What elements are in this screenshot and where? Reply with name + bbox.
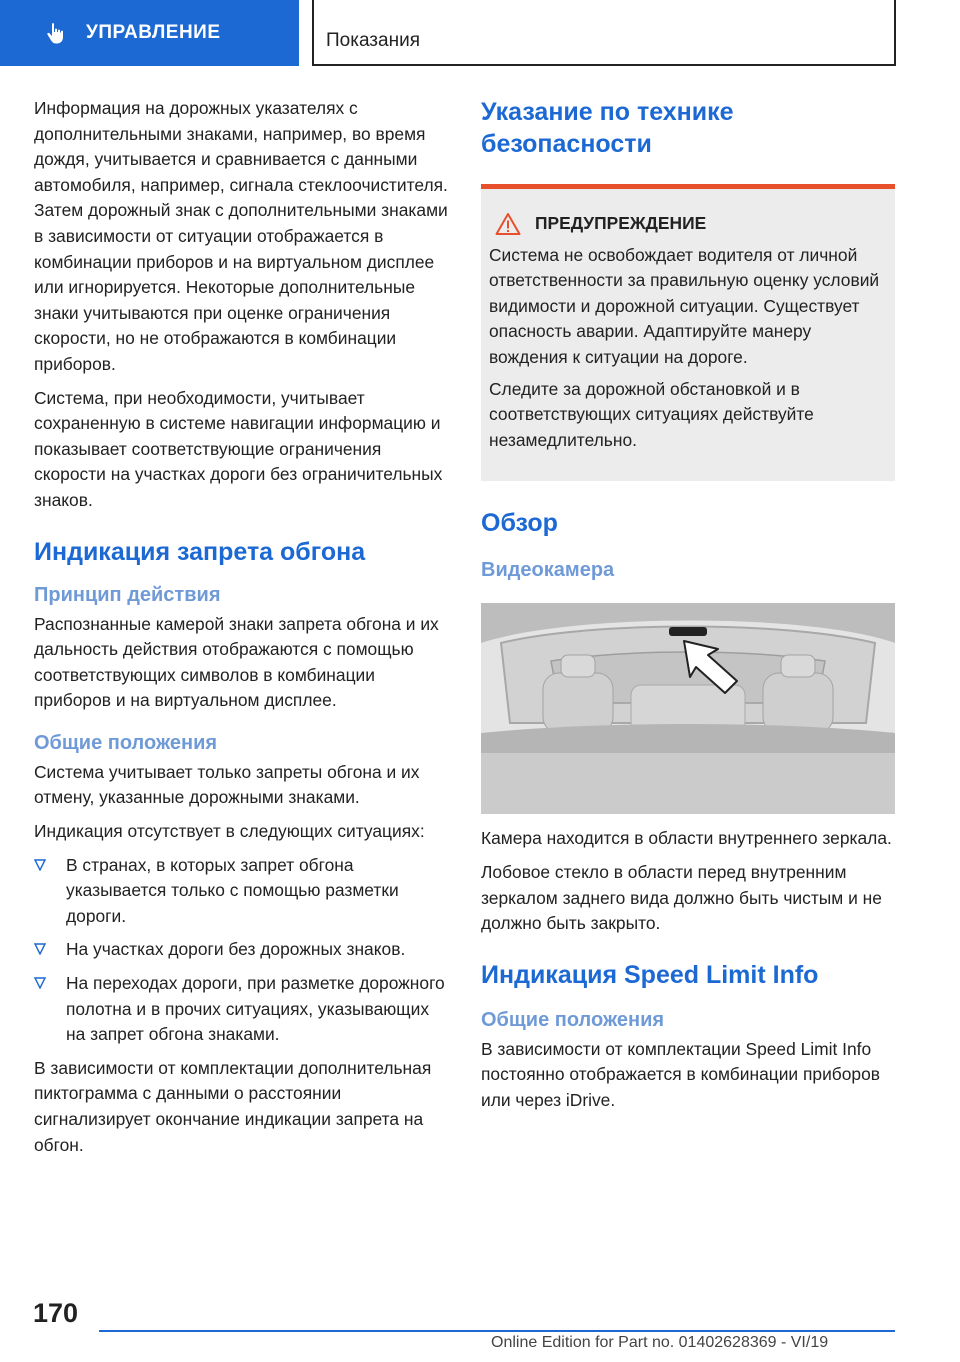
triangle-bullet-icon <box>34 859 46 871</box>
heading-speed-limit-info: Индикация Speed Limit Info <box>481 960 819 989</box>
paragraph: Информация на дорожных указателях с дополнительными знаками, например, во время дождя, учитывается и сравнивается с данными автомобиля, например, сигнала стеклоочистителя. Затем дорожный знак с дополнительными знаками в зависимости от ситуации отображается в комбинации приборов и на виртуальном дисплее или игнорируется. Некоторые дополнительные знаки учитываются при оценке ограничения скорости, но не отображаются в комбинации приборов. <box>34 98 448 374</box>
list-item: В странах, в которых запрет обгона указывается только с помощью разметки дороги. <box>34 853 448 930</box>
left-column <box>34 96 448 1166</box>
triangle-bullet-icon <box>34 977 46 989</box>
hand-touch-icon <box>44 21 68 45</box>
right-column <box>481 96 895 1122</box>
subheading-camera: Видеокамера <box>481 559 615 582</box>
heading-no-passing: Индикация запрета обгона <box>34 537 366 566</box>
camera-location-illustration <box>481 603 895 814</box>
page-number: 170 <box>33 1298 79 1328</box>
paragraph: Лобовое стекло в области перед внутренним зеркалом заднего вида должно быть чистым и не должно быть закрыто. <box>481 861 882 934</box>
warning-title: ПРЕДУПРЕЖДЕНИЕ <box>535 213 707 233</box>
page-title: Показания <box>326 30 420 51</box>
subheading-general: Общие положения <box>34 731 218 754</box>
footer-rule <box>99 1330 895 1332</box>
triangle-bullet-icon <box>34 943 46 955</box>
subheading-general: Общие положения <box>481 1008 665 1031</box>
section-label: УПРАВЛЕНИЕ <box>86 22 221 43</box>
warning-text: Следите за дорожной обстановкой и в соответствующих ситуациях действуйте незамедлительно. <box>489 378 814 450</box>
paragraph: Индикация отсутствует в следующих ситуациях: <box>34 821 425 842</box>
paragraph: В зависимости от комплектации дополнительная пиктограмма с данными о расстоянии сигнализирует окончание индикации запрета на обгон. <box>34 1057 432 1155</box>
paragraph: Камера находится в области внутреннего зеркала. <box>481 828 892 849</box>
warning-header <box>489 211 887 237</box>
heading-safety: Указание по технике безопасности <box>481 98 734 158</box>
paragraph: Система учитывает только запреты обгона и их отмену, указанные дорожными знаками. <box>34 761 420 808</box>
paragraph: В зависимости от комплектации Speed Limit Info постоянно отображается в комбинации приборов или через iDrive. <box>481 1038 880 1110</box>
list-item: На участках дороги без дорожных знаков. <box>34 937 448 963</box>
warning-triangle-icon <box>495 212 521 236</box>
subheading-principle: Принцип действия <box>34 583 221 606</box>
paragraph: Система, при необходимости, учитывает сохраненную в системе навигации информацию и показывает соответствующие ограничения скорости на участках дороги без ограничительных знаков. <box>34 387 443 510</box>
bullet-list <box>34 853 448 1048</box>
list-item: На переходах дороги, при разметке дорожного полотна и в прочих ситуациях, указывающих на запрет обгона знаками. <box>34 971 448 1048</box>
paragraph: Распознанные камерой знаки запрета обгона и их дальность действия отображаются с помощью соответствующих символов в комбинации приборов и на виртуальном дисплее. <box>34 613 439 711</box>
warning-box <box>481 189 895 481</box>
heading-overview: Обзор <box>481 509 558 538</box>
warning-text: Система не освобождает водителя от личной ответственности за правильную оценку условий видимости и дорожной ситуации. Существует опасность аварии. Адаптируйте манеру вождения к ситуации на дороге. <box>489 244 880 367</box>
section-tab[interactable] <box>0 0 299 66</box>
footer-edition: Online Edition for Part no. 01402628369 - VI/19 <box>491 1334 829 1351</box>
